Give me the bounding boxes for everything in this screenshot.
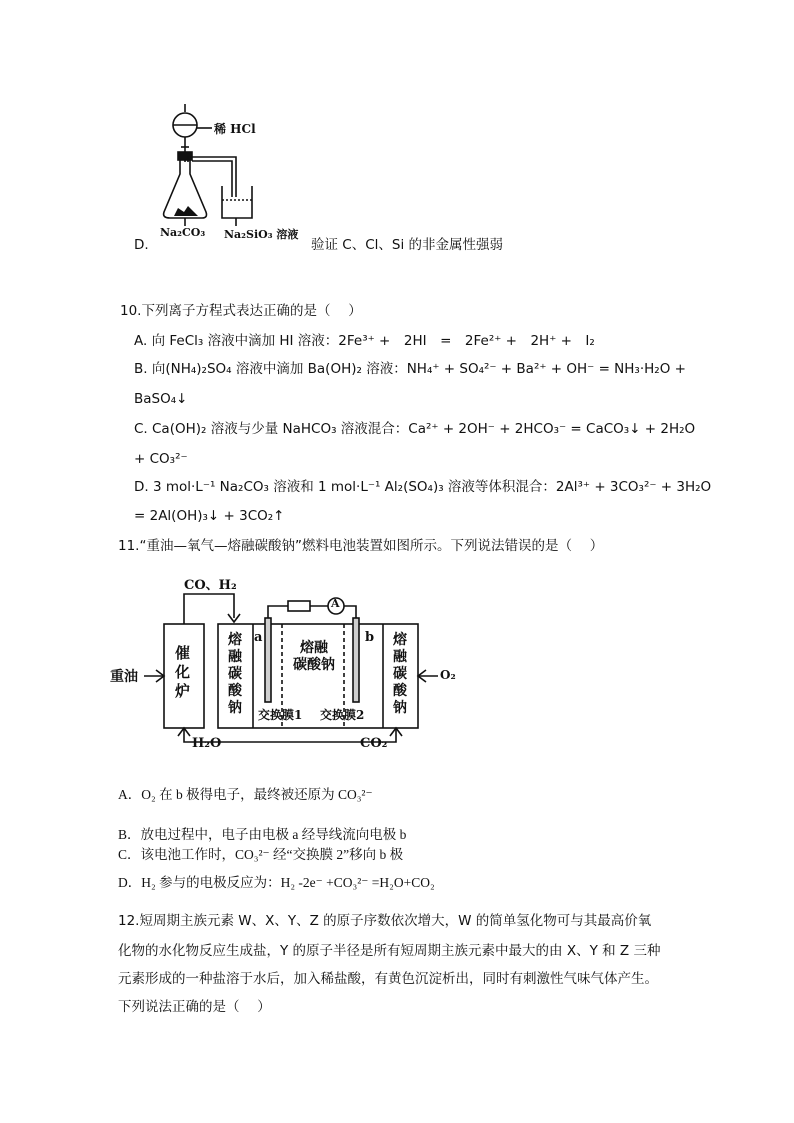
q10-option-b-line2: BaSO₄↓ xyxy=(134,391,188,407)
q11-option-c: C．该电池工作时，CO₃²⁻ 经“交换膜 2”移向 b 极 xyxy=(118,847,404,862)
q10-option-d-line1: D. 3 mol·L⁻¹ Na₂CO₃ 溶液和 1 mol·L⁻¹ Al₂(SO₄)₃ 溶液等体积混合：2Al³⁺ + 3CO₃²⁻ + 3H₂O xyxy=(134,479,712,495)
q9-option-d-letter: D. xyxy=(134,237,149,253)
o2-label: O₂ xyxy=(440,668,456,682)
q9-option-d-text: 验证 C、Cl、Si 的非金属性强弱 xyxy=(311,237,504,253)
co-h2-label: CO、H₂ xyxy=(184,578,237,593)
q10-option-b-line1: B. 向(NH₄)₂SO₄ 溶液中滴加 Ba(OH)₂ 溶液：NH₄⁺ + SO₄²⁻ + Ba²⁺ + OH⁻ = NH₃·H₂O + xyxy=(134,361,686,377)
fuel-cell-drawing xyxy=(108,572,468,757)
q11-option-b: B．放电过程中，电子由电极 a 经导线流向电极 b xyxy=(118,827,407,842)
electrode-a-label: a xyxy=(254,630,263,645)
electrode-b-label: b xyxy=(365,630,375,645)
membrane-1-label: 交换膜1 xyxy=(258,708,303,722)
ammeter-label: A xyxy=(331,597,340,610)
h2o-label: H₂O xyxy=(192,736,222,751)
membrane-2-label: 交换膜2 xyxy=(320,708,365,722)
na2co3-label: Na₂CO₃ xyxy=(160,226,206,239)
q12-line-1: 12.短周期主族元素 W、X、Y、Z 的原子序数依次增大，W 的简单氢化物可与其最高价氧 xyxy=(118,913,652,929)
q12-line-4: 下列说法正确的是（ ） xyxy=(118,999,271,1015)
co2-label: CO₂ xyxy=(360,736,388,751)
q9-apparatus-figure xyxy=(150,100,310,240)
molten-middle-label: 熔融 碳酸钠 xyxy=(293,640,335,673)
q10-option-c-line2: + CO₃²⁻ xyxy=(134,451,188,467)
q11-option-a: A．O₂ 在 b 极得电子，最终被还原为 CO₃²⁻ xyxy=(118,787,373,802)
q10-option-c-line1: C. Ca(OH)₂ 溶液与少量 NaHCO₃ 溶液混合：Ca²⁺ + 2OH⁻ + 2HCO₃⁻ = CaCO₃↓ + 2H₂O xyxy=(134,421,696,437)
q11-option-d: D．H₂ 参与的电极反应为：H₂ -2e⁻ +CO₃²⁻ =H₂O+CO₂ xyxy=(118,875,435,890)
q12-line-3: 元素形成的一种盐溶于水后，加入稀盐酸，有黄色沉淀析出，同时有刺激性气味气体产生。 xyxy=(118,971,658,987)
reformer-label: 催 化 炉 xyxy=(175,644,191,700)
fuel-cell-diagram xyxy=(108,572,468,757)
q11-stem: 11.“重油—氧气—熔融碳酸钠”燃料电池装置如图所示。下列说法错误的是（ ） xyxy=(118,538,604,554)
dilute-hcl-label: 稀 HCl xyxy=(214,122,256,136)
molten-right-label: 熔 融 碳 酸 钠 xyxy=(393,632,407,716)
q10-option-a: A. 向 FeCl₃ 溶液中滴加 HI 溶液：2Fe³⁺ + 2HI = 2Fe²⁺ + 2H⁺ + I₂ xyxy=(134,333,595,349)
q10-stem: 10.下列离子方程式表达正确的是（ ） xyxy=(120,303,362,319)
q10-option-d-line2: = 2Al(OH)₃↓ + 3CO₂↑ xyxy=(134,508,285,524)
q12-line-2: 化物的水化物反应生成盐，Y 的原子半径是所有短周期主族元素中最大的由 X、Y 和 Z 三种 xyxy=(118,943,661,959)
heavy-oil-label: 重油 xyxy=(110,669,138,685)
na2sio3-label: Na₂SiO₃ 溶液 xyxy=(224,228,299,241)
molten-left-label: 熔 融 碳 酸 钠 xyxy=(228,632,242,716)
